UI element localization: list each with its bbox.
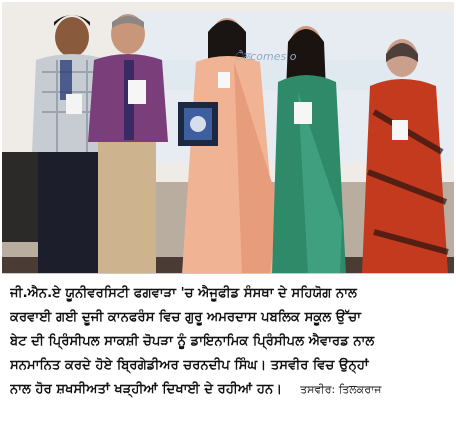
caption-line-5 [10, 378, 448, 402]
photo-credit: ਤਸਵੀਰ: ਤਿਲਕਰਾਜ [300, 383, 382, 396]
caption-line-3: ਬੇਟ ਦੀ ਪ੍ਰਿੰਸੀਪਲ ਸਾਕਸ਼ੀ ਚੋਪੜਾ ਨੂੰ ਡਾਇਨਾਮਿਕ ਪ੍ਰਿੰਸੀਪਲ ਐਵਾਰਡ ਨਾਲ [10, 334, 375, 349]
caption-line-5-text: ਨਾਲ ਹੋਰ ਸ਼ਖਸੀਅਤਾਂ ਖੜ੍ਹੀਆਂ ਦਿਖਾਈ ਦੇ ਰਹੀਆਂ ਹਨ। [10, 382, 283, 397]
caption-line-1: ਜੀ.ਐਨ.ਏ ਯੂਨੀਵਰਸਿਟੀ ਫਗਵਾੜਾ 'ਚ ਐਜੂਫੀਡ ਸੰਸਥਾ ਦੇ ਸਹਿਯੋਗ ਨਾਲ [10, 286, 357, 301]
banner-text: ੈਲcomes o [234, 50, 297, 63]
caption-line-4: ਸਨਮਾਨਿਤ ਕਰਦੇ ਹੋਏ ਬ੍ਰਿਗੇਡੀਅਰ ਚਰਨਦੀਪ ਸਿੰਘ। ਤਸਵੀਰ ਵਿਚ ਉਨ੍ਹਾਂ [10, 358, 369, 373]
photo-caption [10, 282, 448, 402]
caption-line-2: ਕਰਵਾਈ ਗਈ ਦੂਜੀ ਕਾਨਫਰੰਸ ਵਿਚ ਗੁਰੂ ਅਮਰਦਾਸ ਪਬਲਿਕ ਸਕੂਲ ਉੱਚਾ [10, 310, 362, 325]
photo-illustration [2, 2, 454, 274]
event-photograph [2, 2, 454, 274]
